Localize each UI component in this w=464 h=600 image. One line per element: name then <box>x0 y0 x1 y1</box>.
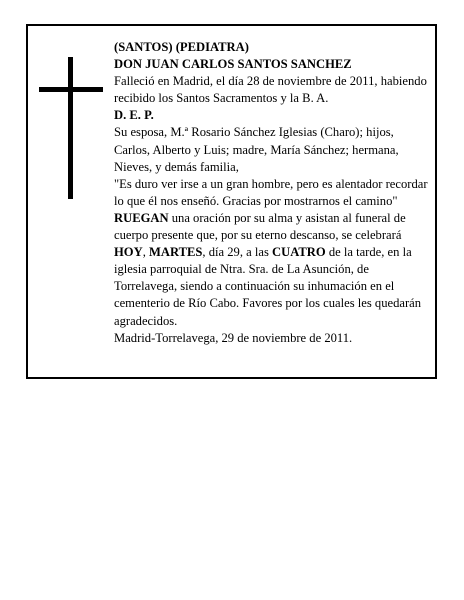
funeral-request <box>114 210 432 330</box>
place-date-line: Madrid-Torrelavega, 29 de noviembre de 2011. <box>114 330 353 345</box>
obituary-notice <box>26 24 437 379</box>
deceased-name: DON JUAN CARLOS SANTOS SANCHEZ <box>114 57 352 72</box>
rip-abbreviation: D. E. P. <box>114 108 154 123</box>
notice-text <box>114 39 432 347</box>
cross-icon <box>39 57 103 199</box>
death-statement: Falleció en Madrid, el día 28 de noviembre de 2011, habiendo recibido los Santos Sacramentos y la B. A. <box>114 74 427 106</box>
martes-word: MARTES <box>148 245 203 260</box>
memorial-quote: "Es duro ver irse a un gran hombre, pero es alentador recordar lo que él nos enseñó. Gracias por mostrarnos el camino" <box>114 176 428 208</box>
cross-vertical-bar <box>68 57 73 199</box>
request-text-3: de la tarde, en la iglesia parroquial de Ntra. Sra. de La Asunción, de Torrelavega, siendo a continuación su inhumación en el cementerio de Río Cabo. Favores por los cuales les quedarán agradecidos. <box>114 245 422 328</box>
ruegan-word: RUEGAN <box>114 210 169 225</box>
request-text-1: una oración por su alma y asistan al funeral de cuerpo presente que, por su eterno descanso, se celebrará <box>114 210 406 243</box>
surnames-heading: (SANTOS) (PEDIATRA) <box>114 40 249 54</box>
cuatro-word: CUATRO <box>272 245 326 260</box>
cross-horizontal-bar <box>39 87 103 92</box>
request-text-2: , día 29, a las <box>202 245 273 260</box>
family-list: Su esposa, M.ª Rosario Sánchez Iglesias (Charo); hijos, Carlos, Alberto y Luis; madre, María Sánchez; hermana, Nieves, y demás familia, <box>114 125 399 174</box>
request-separator: , <box>142 245 149 260</box>
hoy-word: HOY <box>114 245 143 260</box>
